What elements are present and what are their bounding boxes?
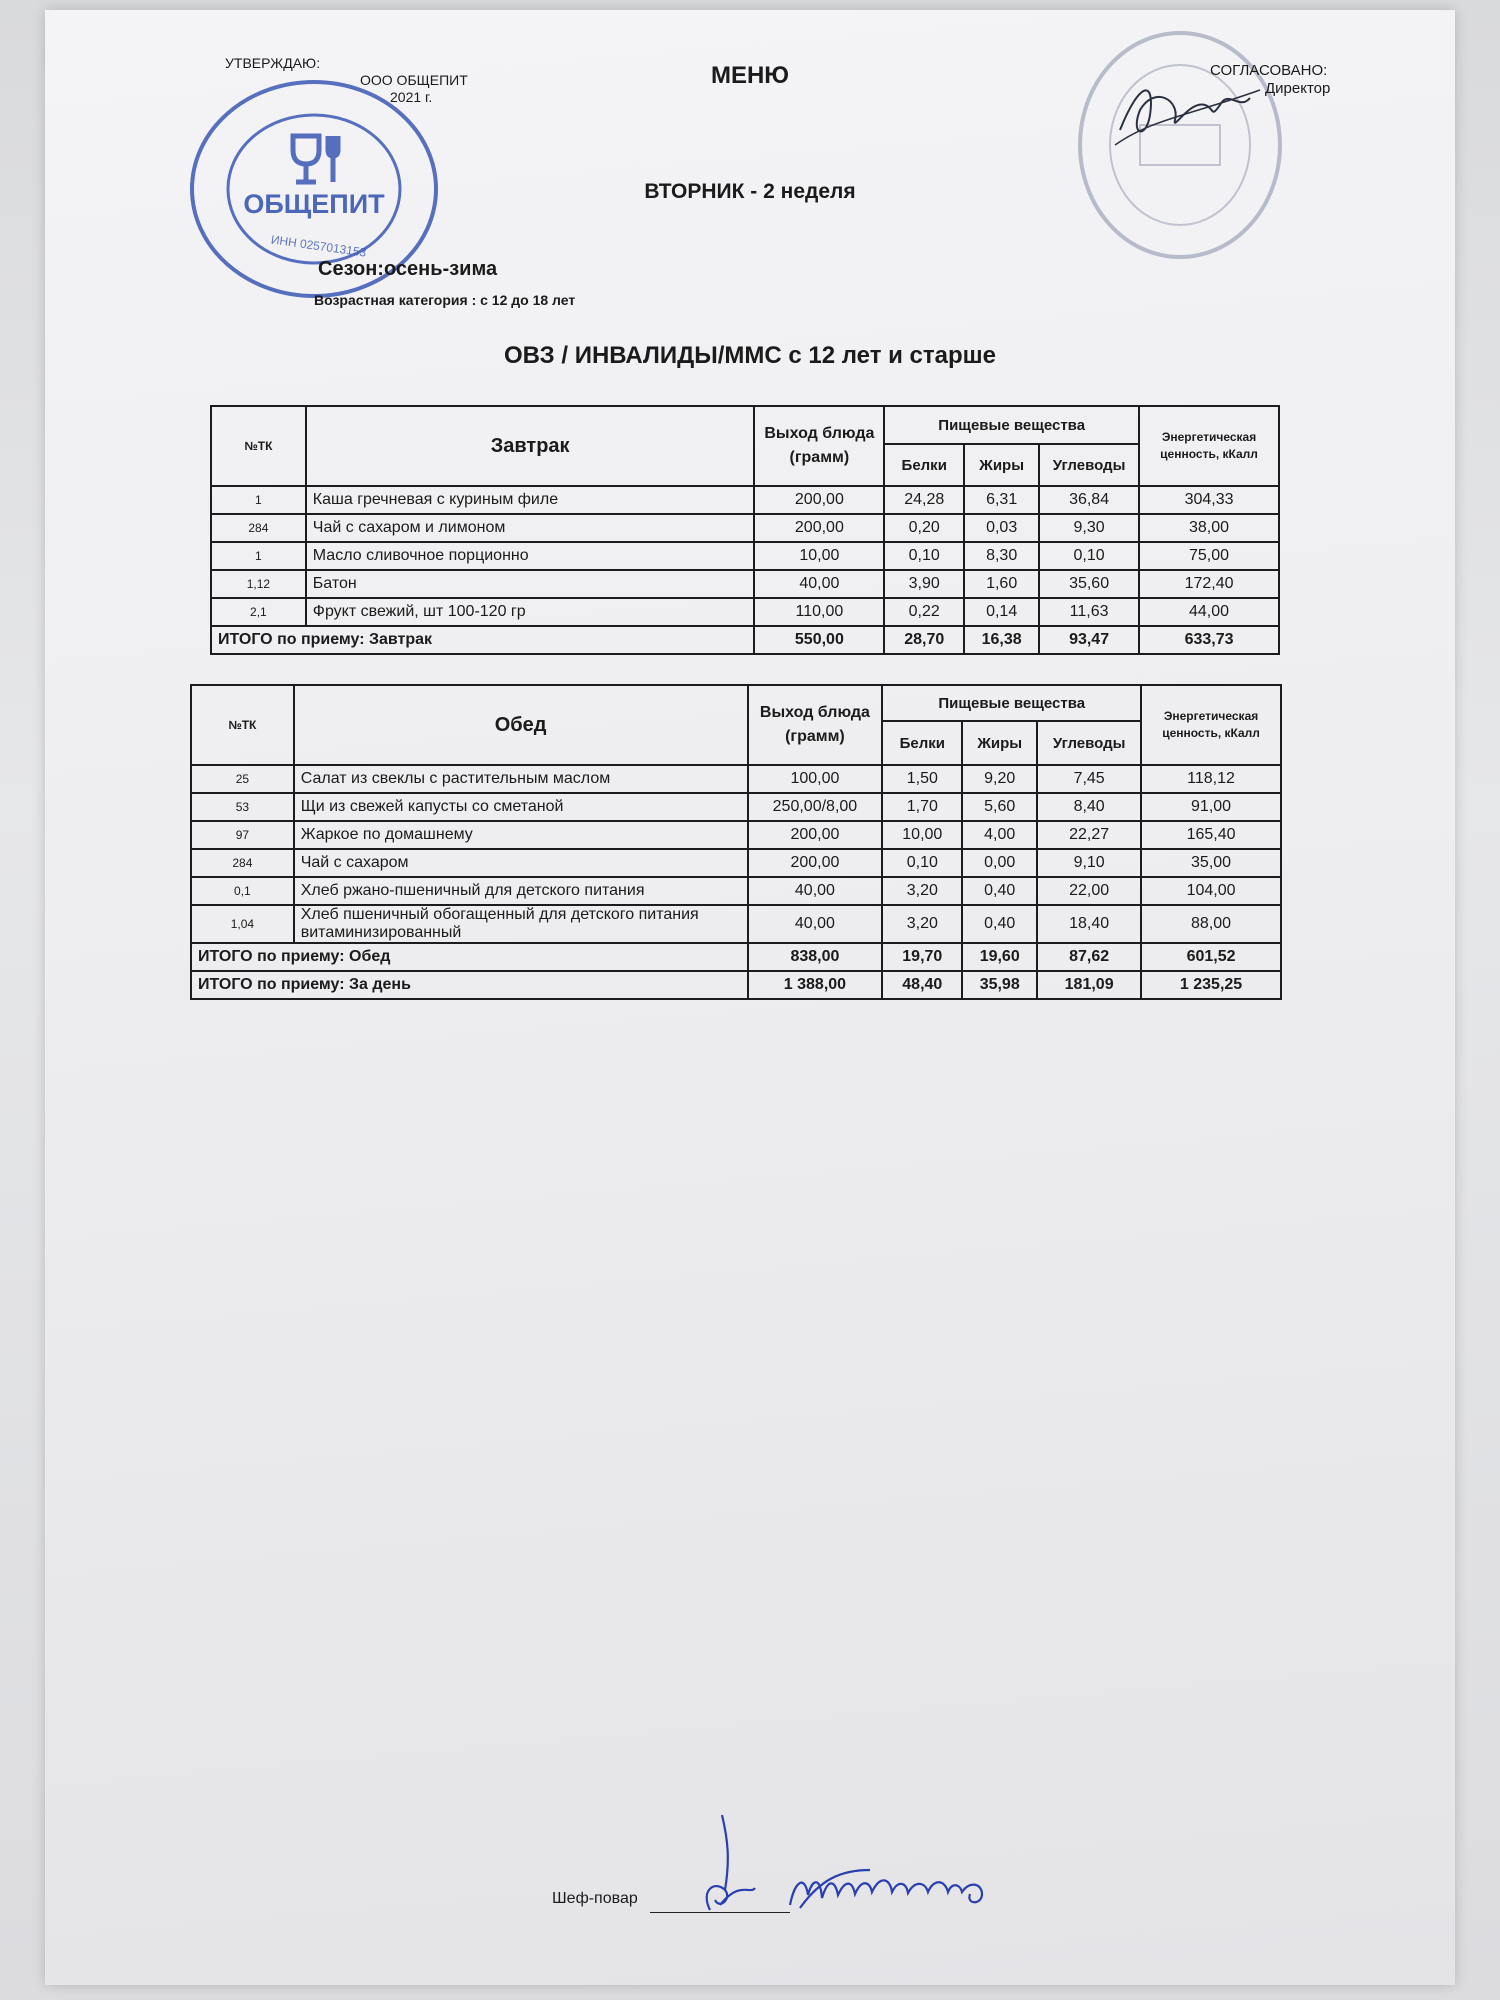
- breakfast-row: [211, 514, 1279, 542]
- day-total-energy: 1 235,25: [1141, 971, 1281, 999]
- cell-fat: 1,60: [964, 570, 1039, 598]
- day-total-protein: 48,40: [882, 971, 962, 999]
- agreed-role: Директор: [1265, 80, 1331, 97]
- cell-energy: 104,00: [1141, 877, 1281, 905]
- lunch-row: [191, 849, 1281, 877]
- cell-tk: 53: [191, 793, 294, 821]
- lunch-total-row: [191, 943, 1281, 971]
- lunch-table: [190, 684, 1282, 1000]
- cell-protein: 0,22: [884, 598, 964, 626]
- cell-fat: 6,31: [964, 486, 1039, 514]
- cell-carbs: 9,10: [1037, 849, 1141, 877]
- col-yield: Выход блюда (грамм): [754, 406, 884, 486]
- cell-tk: 1: [211, 542, 306, 570]
- cell-protein: 1,70: [882, 793, 962, 821]
- diet-group-title: ОВЗ / ИНВАЛИДЫ/ММС с 12 лет и старше: [503, 342, 997, 369]
- total-energy: 633,73: [1139, 626, 1279, 654]
- total-yield: 550,00: [754, 626, 884, 654]
- cell-dish-name: Батон: [306, 570, 755, 598]
- total-protein: 28,70: [884, 626, 964, 654]
- cell-yield: 250,00/8,00: [748, 793, 883, 821]
- cell-protein: 24,28: [884, 486, 964, 514]
- cell-dish-name: Хлеб ржано-пшеничный для детского питания: [294, 877, 748, 905]
- cell-dish-name: Чай с сахаром: [294, 849, 748, 877]
- lunch-row: [191, 793, 1281, 821]
- total-energy: 601,52: [1141, 943, 1281, 971]
- cell-yield: 200,00: [754, 486, 884, 514]
- cell-tk: 97: [191, 821, 294, 849]
- total-fat: 16,38: [964, 626, 1039, 654]
- day-total-fat: 35,98: [962, 971, 1037, 999]
- cell-tk: 0,1: [191, 877, 294, 905]
- cell-carbs: 8,40: [1037, 793, 1141, 821]
- approve-org: ООО ОБЩЕПИТ: [360, 72, 468, 88]
- cell-yield: 40,00: [754, 570, 884, 598]
- cell-dish-name: Чай с сахаром и лимоном: [306, 514, 755, 542]
- cell-protein: 3,20: [882, 877, 962, 905]
- cell-protein: 1,50: [882, 765, 962, 793]
- cell-protein: 0,20: [884, 514, 964, 542]
- col-fat: Жиры: [964, 444, 1039, 486]
- col-energy: Энергетическая ценность, кКалл: [1141, 685, 1281, 765]
- cell-protein: 0,10: [882, 849, 962, 877]
- cell-fat: 8,30: [964, 542, 1039, 570]
- lunch-row: [191, 765, 1281, 793]
- cell-tk: 25: [191, 765, 294, 793]
- total-yield: 838,00: [748, 943, 883, 971]
- cell-carbs: 9,30: [1039, 514, 1139, 542]
- col-energy: Энергетическая ценность, кКалл: [1139, 406, 1279, 486]
- col-nutrients: Пищевые вещества: [882, 685, 1141, 721]
- day-total-row: [191, 971, 1281, 999]
- breakfast-table: [210, 405, 1280, 655]
- cell-energy: 165,40: [1141, 821, 1281, 849]
- chef-label: Шеф-повар: [552, 1890, 638, 1907]
- cell-energy: 35,00: [1141, 849, 1281, 877]
- col-fat: Жиры: [962, 721, 1037, 765]
- cell-fat: 0,14: [964, 598, 1039, 626]
- cell-dish-name: Салат из свеклы с растительным маслом: [294, 765, 748, 793]
- cell-energy: 88,00: [1141, 905, 1281, 943]
- cell-energy: 75,00: [1139, 542, 1279, 570]
- cell-yield: 100,00: [748, 765, 883, 793]
- cell-energy: 44,00: [1139, 598, 1279, 626]
- cell-dish-name: Каша гречневая с куриным филе: [306, 486, 755, 514]
- cell-tk: 284: [211, 514, 306, 542]
- cell-dish-name: Щи из свежей капусты со сметаной: [294, 793, 748, 821]
- col-yield: Выход блюда (грамм): [748, 685, 883, 765]
- cell-dish-name: Хлеб пшеничный обогащенный для детского питания витаминизированный: [294, 905, 748, 943]
- stamp-inn: ИНН 0257013153: [270, 232, 368, 260]
- cell-fat: 0,40: [962, 877, 1037, 905]
- total-carbs: 93,47: [1039, 626, 1139, 654]
- cell-tk: 2,1: [211, 598, 306, 626]
- cell-protein: 10,00: [882, 821, 962, 849]
- cell-carbs: 11,63: [1039, 598, 1139, 626]
- col-tk: №ТК: [191, 685, 294, 765]
- cell-yield: 40,00: [748, 905, 883, 943]
- lunch-row: [191, 877, 1281, 905]
- chef-signature: [670, 1810, 1030, 1930]
- cell-energy: 38,00: [1139, 514, 1279, 542]
- meal-title-lunch: Обед: [294, 685, 748, 765]
- total-protein: 19,70: [882, 943, 962, 971]
- cell-yield: 40,00: [748, 877, 883, 905]
- cell-tk: 1,12: [211, 570, 306, 598]
- col-tk: №ТК: [211, 406, 306, 486]
- cell-tk: 1,04: [191, 905, 294, 943]
- breakfast-row: [211, 598, 1279, 626]
- cell-yield: 200,00: [748, 849, 883, 877]
- cell-yield: 200,00: [748, 821, 883, 849]
- approve-label: УТВЕРЖДАЮ:: [225, 55, 321, 71]
- cell-carbs: 0,10: [1039, 542, 1139, 570]
- cell-tk: 284: [191, 849, 294, 877]
- cell-yield: 10,00: [754, 542, 884, 570]
- meal-title-breakfast: Завтрак: [306, 406, 755, 486]
- col-nutrients: Пищевые вещества: [884, 406, 1139, 444]
- cell-energy: 172,40: [1139, 570, 1279, 598]
- page-title: МЕНЮ: [710, 62, 790, 89]
- agreed-label: СОГЛАСОВАНО:: [1210, 62, 1328, 79]
- day-total-yield: 1 388,00: [748, 971, 883, 999]
- col-carbs: Углеводы: [1037, 721, 1141, 765]
- cell-carbs: 35,60: [1039, 570, 1139, 598]
- cell-fat: 0,00: [962, 849, 1037, 877]
- stamp-name: ОБЩЕПИТ: [243, 189, 385, 219]
- breakfast-total-row: [211, 626, 1279, 654]
- day-title: ВТОРНИК - 2 неделя: [644, 180, 856, 203]
- cell-yield: 110,00: [754, 598, 884, 626]
- cell-fat: 5,60: [962, 793, 1037, 821]
- cell-protein: 0,10: [884, 542, 964, 570]
- day-total-label: ИТОГО по приему: За день: [191, 971, 748, 999]
- breakfast-row: [211, 570, 1279, 598]
- cell-dish-name: Жаркое по домашнему: [294, 821, 748, 849]
- lunch-row: [191, 821, 1281, 849]
- total-label: ИТОГО по приему: Завтрак: [211, 626, 754, 654]
- cell-carbs: 7,45: [1037, 765, 1141, 793]
- cell-energy: 118,12: [1141, 765, 1281, 793]
- cell-carbs: 22,00: [1037, 877, 1141, 905]
- cell-carbs: 36,84: [1039, 486, 1139, 514]
- cell-protein: 3,20: [882, 905, 962, 943]
- breakfast-row: [211, 542, 1279, 570]
- day-total-carbs: 181,09: [1037, 971, 1141, 999]
- col-protein: Белки: [882, 721, 962, 765]
- total-label: ИТОГО по приему: Обед: [191, 943, 748, 971]
- cell-energy: 91,00: [1141, 793, 1281, 821]
- cell-carbs: 18,40: [1037, 905, 1141, 943]
- col-carbs: Углеводы: [1039, 444, 1139, 486]
- cell-fat: 0,40: [962, 905, 1037, 943]
- season-label: Сезон:осень-зима: [318, 258, 498, 280]
- lunch-row: [191, 905, 1281, 943]
- breakfast-row: [211, 486, 1279, 514]
- cell-energy: 304,33: [1139, 486, 1279, 514]
- cell-fat: 0,03: [964, 514, 1039, 542]
- cell-dish-name: Масло сливочное порционно: [306, 542, 755, 570]
- cell-tk: 1: [211, 486, 306, 514]
- cell-fat: 4,00: [962, 821, 1037, 849]
- cell-fat: 9,20: [962, 765, 1037, 793]
- cell-protein: 3,90: [884, 570, 964, 598]
- cell-dish-name: Фрукт свежий, шт 100-120 гр: [306, 598, 755, 626]
- cell-carbs: 22,27: [1037, 821, 1141, 849]
- age-category: Возрастная категория : с 12 до 18 лет: [314, 292, 576, 308]
- col-protein: Белки: [884, 444, 964, 486]
- cell-yield: 200,00: [754, 514, 884, 542]
- total-carbs: 87,62: [1037, 943, 1141, 971]
- total-fat: 19,60: [962, 943, 1037, 971]
- approve-year: 2021 г.: [390, 89, 433, 105]
